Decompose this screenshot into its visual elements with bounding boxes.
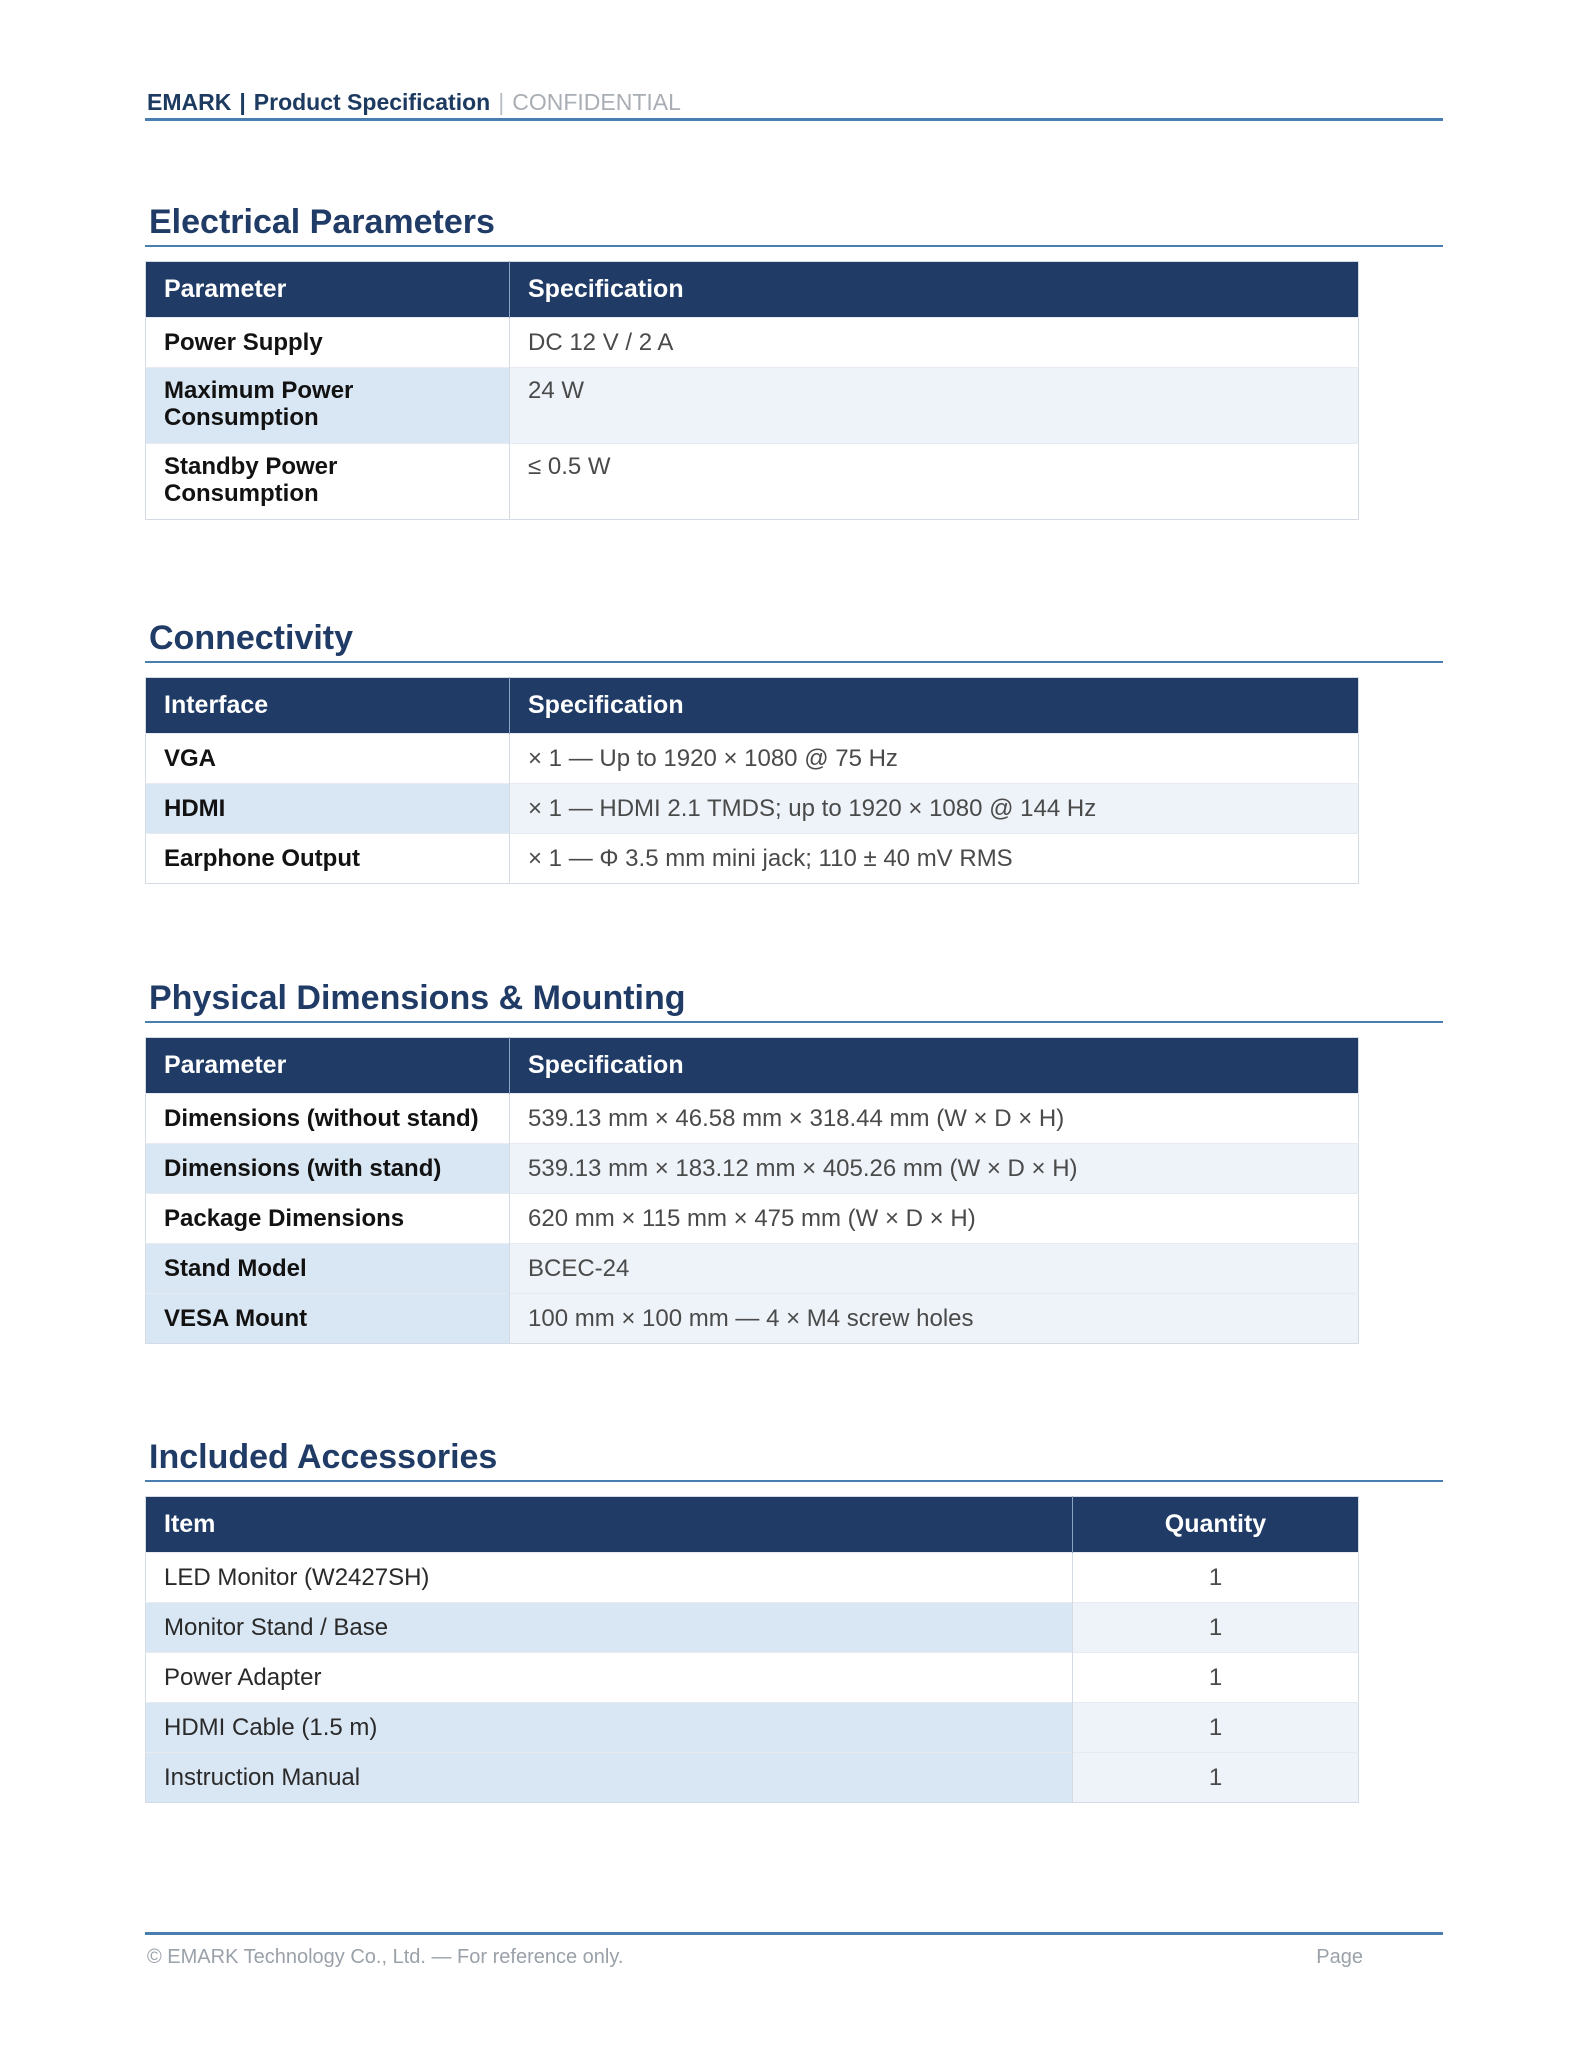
row-key: Package Dimensions <box>146 1194 510 1244</box>
column-header: Quantity <box>1073 1497 1359 1553</box>
row-value: 539.13 mm × 46.58 mm × 318.44 mm (W × D × H) <box>510 1094 1359 1144</box>
table-header-row <box>146 678 1359 734</box>
section-rule <box>145 661 1443 663</box>
column-header: Specification <box>510 262 1359 318</box>
header-rule <box>145 118 1443 121</box>
row-value: 100 mm × 100 mm — 4 × M4 screw holes <box>510 1294 1359 1344</box>
row-value: 539.13 mm × 183.12 mm × 405.26 mm (W × D × H) <box>510 1144 1359 1194</box>
table-header-row <box>146 262 1359 318</box>
physical-table <box>145 1037 1359 1344</box>
header-separator-light: | <box>498 89 505 115</box>
row-quantity: 1 <box>1073 1653 1359 1703</box>
row-value: ≤ 0.5 W <box>510 444 1359 520</box>
footer-rule <box>145 1932 1443 1935</box>
table-row <box>146 1294 1359 1344</box>
table-row <box>146 1603 1359 1653</box>
table-row <box>146 368 1359 444</box>
table-header-row <box>146 1038 1359 1094</box>
row-value: × 1 — Up to 1920 × 1080 @ 75 Hz <box>510 734 1359 784</box>
row-key: Dimensions (without stand) <box>146 1094 510 1144</box>
row-value: × 1 — HDMI 2.1 TMDS; up to 1920 × 1080 @ 144 Hz <box>510 784 1359 834</box>
row-key: VGA <box>146 734 510 784</box>
row-key: VESA Mount <box>146 1294 510 1344</box>
row-key: Maximum Power Consumption <box>146 368 510 444</box>
section-title: Included Accessories <box>149 1438 498 1476</box>
document-type: Product Specification <box>253 89 491 115</box>
section-connectivity <box>145 617 1443 884</box>
row-quantity: 1 <box>1073 1753 1359 1803</box>
section-rule <box>145 1021 1443 1023</box>
column-header: Item <box>146 1497 1073 1553</box>
row-key: Standby Power Consumption <box>146 444 510 520</box>
row-key: Stand Model <box>146 1244 510 1294</box>
table-row <box>146 1194 1359 1244</box>
accessories-table <box>145 1496 1359 1803</box>
copyright-text: © EMARK Technology Co., Ltd. — For reference only. <box>147 1946 624 1968</box>
row-quantity: 1 <box>1073 1603 1359 1653</box>
row-value: 24 W <box>510 368 1359 444</box>
column-header: Specification <box>510 1038 1359 1094</box>
section-accessories <box>145 1436 1443 1803</box>
classification-label: CONFIDENTIAL <box>512 89 681 115</box>
page-footer <box>147 1946 1363 1969</box>
row-value: 620 mm × 115 mm × 475 mm (W × D × H) <box>510 1194 1359 1244</box>
row-key: Dimensions (with stand) <box>146 1144 510 1194</box>
row-item: Instruction Manual <box>146 1753 1073 1803</box>
section-title: Physical Dimensions & Mounting <box>149 979 686 1017</box>
section-title: Electrical Parameters <box>149 203 495 241</box>
row-item: Power Adapter <box>146 1653 1073 1703</box>
table-row <box>146 1753 1359 1803</box>
header-separator: | <box>239 89 246 115</box>
connectivity-table <box>145 677 1359 884</box>
table-row <box>146 834 1359 884</box>
row-key: Earphone Output <box>146 834 510 884</box>
table-row <box>146 318 1359 368</box>
row-item: HDMI Cable (1.5 m) <box>146 1703 1073 1753</box>
table-row <box>146 1653 1359 1703</box>
section-rule <box>145 245 1443 247</box>
table-row <box>146 1703 1359 1753</box>
page-label: Page <box>1316 1946 1363 1968</box>
table-row <box>146 1094 1359 1144</box>
column-header: Interface <box>146 678 510 734</box>
section-rule <box>145 1480 1443 1482</box>
section-title: Connectivity <box>149 619 354 657</box>
electrical-table <box>145 261 1359 520</box>
page-header <box>147 89 1443 116</box>
row-item: LED Monitor (W2427SH) <box>146 1553 1073 1603</box>
table-row <box>146 444 1359 520</box>
section-electrical <box>145 201 1443 520</box>
row-quantity: 1 <box>1073 1703 1359 1753</box>
brand-name: EMARK <box>147 89 232 115</box>
table-header-row <box>146 1497 1359 1553</box>
table-row <box>146 784 1359 834</box>
section-physical <box>145 977 1443 1344</box>
column-header: Parameter <box>146 1038 510 1094</box>
column-header: Parameter <box>146 262 510 318</box>
table-row <box>146 1144 1359 1194</box>
table-row <box>146 1553 1359 1603</box>
row-value: × 1 — Φ 3.5 mm mini jack; 110 ± 40 mV RMS <box>510 834 1359 884</box>
row-value: BCEC-24 <box>510 1244 1359 1294</box>
row-item: Monitor Stand / Base <box>146 1603 1073 1653</box>
row-quantity: 1 <box>1073 1553 1359 1603</box>
table-row <box>146 734 1359 784</box>
row-key: HDMI <box>146 784 510 834</box>
row-key: Power Supply <box>146 318 510 368</box>
table-row <box>146 1244 1359 1294</box>
column-header: Specification <box>510 678 1359 734</box>
row-value: DC 12 V / 2 A <box>510 318 1359 368</box>
